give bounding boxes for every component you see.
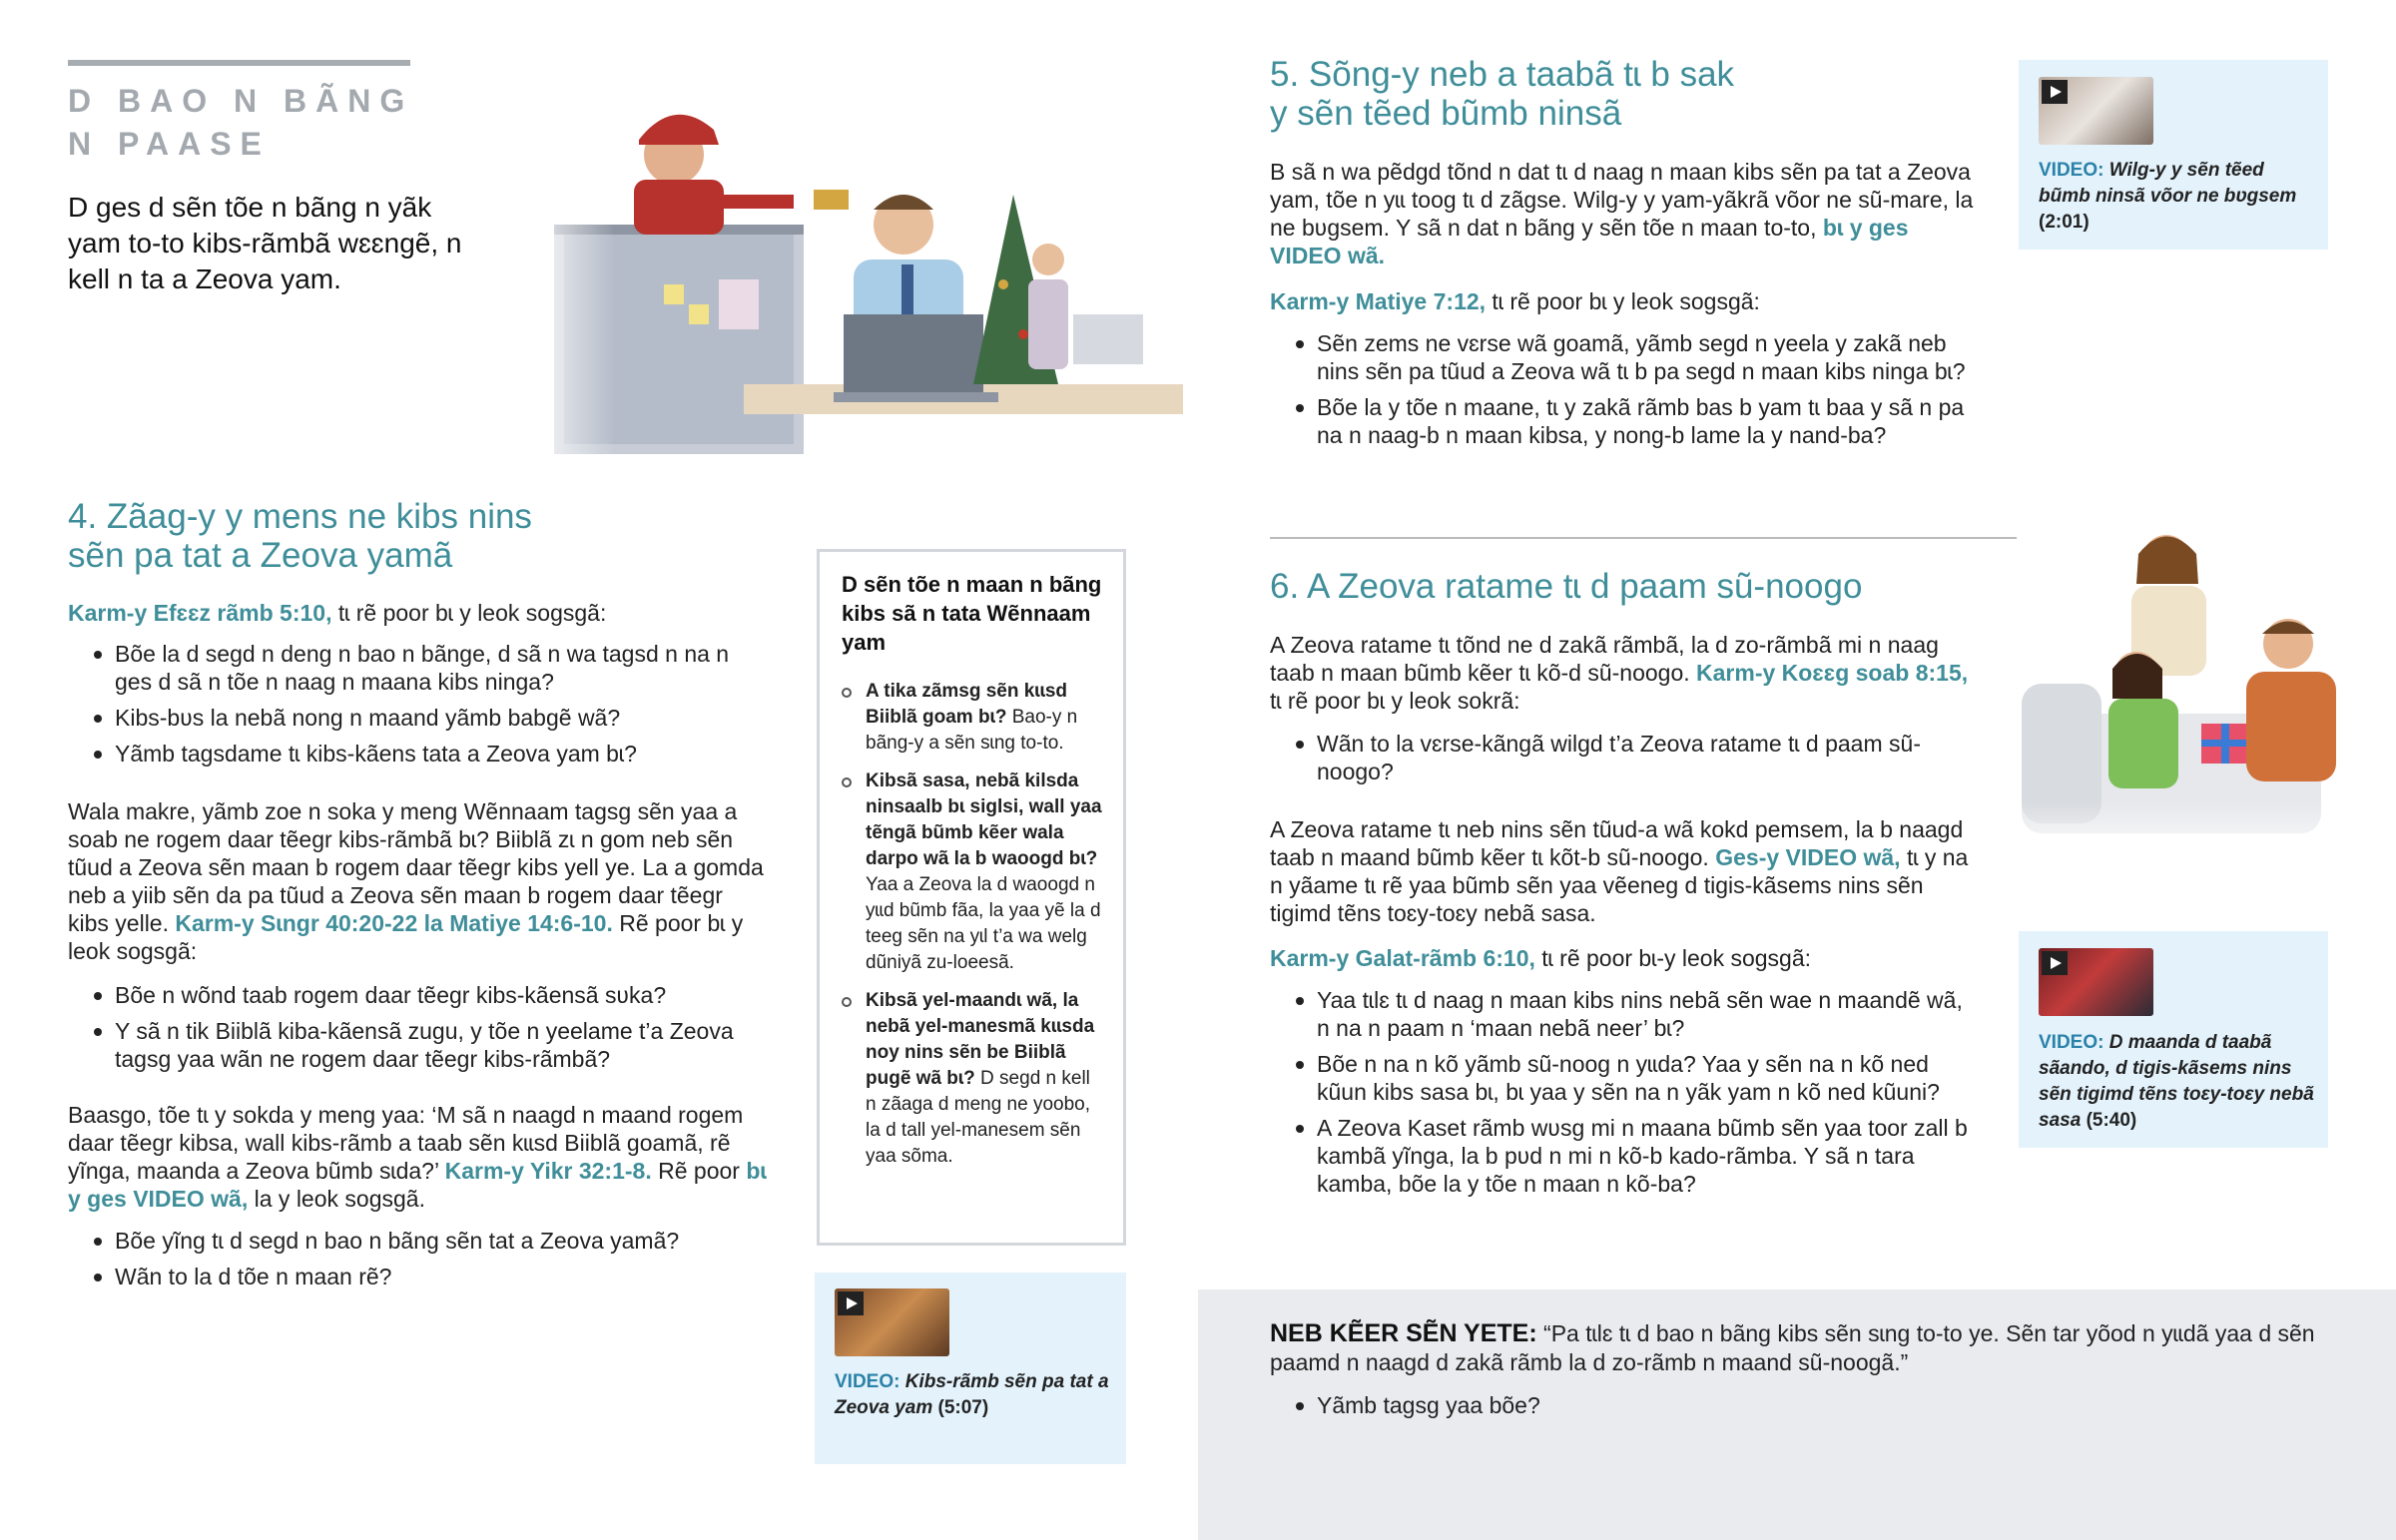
list-item: Yaa tɩlɛ tɩ d naag n maan kibs nins nebã sẽn wae n maandẽ wã, n na n paam n ‘maan nebã neer’ bɩ? bbox=[1270, 986, 1974, 1042]
scripture-link-galat[interactable]: Karm-y Galat-rãmb 6:10, bbox=[1270, 945, 1535, 971]
summary-text bbox=[1270, 1319, 2368, 1377]
section6-read2-rest: tɩ rẽ poor bɩ-y leok sogsgã: bbox=[1534, 945, 1812, 971]
section6-title: 6. A Zeova ratame tɩ d paam sũ-noogo bbox=[1270, 567, 1863, 606]
summary-box bbox=[1198, 1289, 2396, 1540]
section5-read bbox=[1270, 287, 1974, 315]
list-item: Bõe la d segd n deng n bao n bãnge, d sã n wa tagsd n na n ges d sã n tõe n naag n maana kibs ninga? bbox=[68, 640, 767, 696]
section6-para2 bbox=[1270, 815, 1974, 927]
list-item: Bõe n na n kõ yãmb sũ-noog n yɩɩda? Yaa y sẽn na n kõ ned kũun kibs sasa bɩ, bɩ yaa y sẽn na n yãk yam n kõ ned kũuni? bbox=[1270, 1050, 1974, 1106]
family-illustration bbox=[2017, 524, 2336, 871]
summary-bullets bbox=[1270, 1391, 2368, 1427]
section6-para1-text: A Zeova ratame tɩ tõnd ne d zakã rãmbã, la d zo-rãmbã mi n naag taab n maan bũmb kẽer tɩ kõ-d sũ-noogo. bbox=[1270, 632, 1939, 686]
section4-para3-text: Baasgo, tõe tɩ y sokda y meng yaa: ‘M sã n naagd n maand rogem daar tẽegr kibsa, wall kibs-rãmb a taab sẽn kɩɩsd Biiblã goamã, rẽ yĩnga, maanda a Zeova bũmb sɩda?’ bbox=[68, 1102, 744, 1184]
section6-para1 bbox=[1270, 631, 1974, 715]
section4-para2-after: Rẽ poor bɩ y leok sogsgã: bbox=[68, 910, 744, 964]
list-item: Bõe yĩng tɩ d segd n bao n bãng sẽn tat a Zeova yamã? bbox=[68, 1227, 767, 1255]
section4-para3-after: Rẽ poor bbox=[651, 1158, 740, 1184]
list-item: Wãn to la vɛrse-kãngã wilgd t’a Zeova ratame tɩ d paam sũ-noogo? bbox=[1270, 730, 1974, 785]
section6-para2-text: A Zeova ratame tɩ neb nins sẽn tũud-a wã kokd pemsem, la b naagd taab n maand bũmb kẽer tɩ kõt-b sũ-noogo. bbox=[1270, 816, 1964, 870]
section4-para3-end: la y leok sogsgã. bbox=[248, 1186, 425, 1212]
list-item: A Zeova Kaset rãmb wʋsg mi n maana bũmb sẽn yaa toor zall b kambã yĩnga, la b pʋd n mi n kõ-b kado-rãmba. Y sã n tara kamba, bõe la y tõe n maan n kõ-ba? bbox=[1270, 1114, 1974, 1198]
scripture-link-yikr[interactable]: Karm-y Yikr 32:1-8. bbox=[444, 1158, 652, 1184]
section4-para2-text: Wala makre, yãmb zoe n soka y meng Wẽnnaam tagsg sẽn yaa a soab ne rogem daar tẽegr kibs-rãmbã bɩ? Biiblã zɩ n gom neb sẽn tũud a Zeova sẽn maan b rogem daar tẽegr kibs yell ye. La a gomda neb a yiib sẽn da pa tũud a Zeova sẽn maan b rogem daar tẽegr kibs yelle. bbox=[68, 798, 764, 936]
section4-para2 bbox=[68, 797, 767, 965]
section6-read2 bbox=[1270, 944, 1974, 972]
play-icon bbox=[838, 1291, 864, 1315]
play-icon bbox=[2042, 951, 2068, 975]
list-item: Wãn to la d tõe n maan rẽ? bbox=[68, 1263, 767, 1290]
section4-bullets1 bbox=[68, 640, 767, 775]
sidebox-item bbox=[842, 988, 1103, 1170]
section5-para1-text: B sã n wa pẽdgd tõnd n dat tɩ d naag n maan kibs sẽn pa tat a Zeova yam, tõe n yɩɩ toog tɩ d zãgse. Wilg-y y yam-yãkrã võor ne sũ-mare, la ne bʋgsem. Y sã n dat n bãng y sẽn tõe n maan to-to, bbox=[1270, 159, 1974, 241]
scripture-link-singr-matiye[interactable]: Karm-y Sɩngr 40:20-22 la Matiye 14:6-10. bbox=[175, 910, 613, 936]
section4-title-line1: 4. Zãag-y y mens ne kibs nins bbox=[68, 497, 532, 536]
sidebox-item bbox=[842, 679, 1103, 757]
sidebox-title: D sẽn tõe n maan n bãng kibs sã n tata Wẽnnaam yam bbox=[842, 572, 1102, 655]
office-illustration bbox=[514, 85, 1185, 474]
video-link-section5[interactable]: bɩ y ges VIDEO wã. bbox=[1270, 215, 1909, 268]
sidebox-item-bold: A tika zãmsg sẽn kɩɩsd Biiblã goam bɩ? bbox=[866, 681, 1068, 728]
scripture-link-efeez[interactable]: Karm-y Efɛɛz rãmb 5:10, bbox=[68, 600, 332, 626]
section5-bullets bbox=[1270, 329, 1974, 457]
sidebox-item-rest: D segd n kell n zãaga d meng ne yoobo, la d tall yel-manesem sẽn yaa sõma. bbox=[866, 1068, 1091, 1167]
video-caption: VIDEO: Wilg-y y sẽn tẽed bũmb ninsã võor ne bʋgsem (2:01) bbox=[2039, 160, 2297, 233]
list-item: Bõe n wõnd taab rogem daar tẽegr kibs-kãensã sʋka? bbox=[68, 981, 767, 1009]
video-caption: VIDEO: Kibs-rãmb sẽn pa tat a Zeova yam (5:07) bbox=[835, 1371, 1109, 1418]
sidebox-item-rest: Yaa a Zeova la d waoogd n yɩɩd bũmb fãa, la yaa yẽ la d teeg sẽn na yɩl t’a wa welg dũniyã zu-loeesã. bbox=[866, 874, 1101, 973]
sidebox-item-bold: Kibsã sasa, nebã kilsda ninsaalb bɩ siglsi, wall yaa tẽngã bũmb kẽer wala darpo wã la b waoogd bɩ? bbox=[866, 770, 1102, 869]
section6-para1-after: tɩ rẽ poor bɩ y leok sokrã: bbox=[1270, 688, 1520, 714]
section5-title-line2: y sẽn tẽed bũmb ninsã bbox=[1270, 94, 1622, 133]
sidebox-list bbox=[842, 679, 1103, 1170]
video-thumbnail[interactable] bbox=[835, 1288, 949, 1356]
section-divider bbox=[1270, 537, 2110, 539]
list-item: Kibs-bʋs la nebã nong n maand yãmb babgẽ wã? bbox=[68, 704, 767, 732]
section4-bullets3 bbox=[68, 1227, 767, 1298]
list-item: Y sã n tik Biiblã kiba-kãensã zugu, y tõe n yeelame t’a Zeova tagsg yaa wãn ne rogem daar tẽegr kibs-rãmbã? bbox=[68, 1017, 767, 1073]
summary-heading: NEB KẼER SẼN YETE: bbox=[1270, 1319, 1537, 1347]
video-thumbnail[interactable] bbox=[2039, 948, 2153, 1016]
video-thumbnail[interactable] bbox=[2039, 77, 2153, 145]
intro-text: D ges d sẽn tõe n bãng n yãk yam to-to kibs-rãmbã wɛɛngẽ, n kell n ta a Zeova yam. bbox=[68, 192, 462, 294]
section5-title-line1: 5. Sõng-y neb a taabã tɩ b sak bbox=[1270, 55, 1735, 94]
sidebox-item-rest: Bao-y n bãng-y a sẽn sɩng to-to. bbox=[866, 707, 1078, 754]
intro-heading-line2: N PAASE bbox=[68, 126, 271, 162]
list-item: Bõe la y tõe n maane, tɩ y zakã rãmb bas b yam tɩ baa y sã n pa na n naag-b n maan kibsa, y nong-b lame la y nand-ba? bbox=[1270, 393, 1974, 449]
video-link-section6[interactable]: Ges-y VIDEO wã, bbox=[1715, 844, 1901, 870]
intro-rule bbox=[68, 60, 410, 66]
list-item: Sẽn zems ne vɛrse wã goamã, yãmb segd n yeela y zakã neb nins sẽn pa tũud a Zeova wã tɩ b pa segd n maan kibs ninga bɩ? bbox=[1270, 329, 1974, 385]
sidebox-item-bold: Kibsã yel-maandɩ wã, la nebã yel-manesmã kɩɩsda noy nins sẽn be Biiblã pugẽ wã bɩ? bbox=[866, 990, 1095, 1089]
video-link-section4[interactable]: bɩ y ges VIDEO wã, bbox=[68, 1158, 767, 1212]
section4-title-line2: sẽn pa tat a Zeova yamã bbox=[68, 536, 453, 575]
section4-read1 bbox=[68, 599, 767, 627]
list-item: Yãmb tagsdame tɩ kibs-kãens tata a Zeova yam bɩ? bbox=[68, 740, 767, 768]
video-box-mid-right[interactable] bbox=[2019, 931, 2328, 1148]
section4-read1-rest: tɩ rẽ poor bɩ y leok sogsgã: bbox=[331, 600, 607, 626]
video-caption: VIDEO: D maanda d taabã sãando, d tigis-kãsems nins sẽn tigimd tẽns toɛy-toɛy nebã sasa (5:40) bbox=[2039, 1032, 2314, 1131]
scripture-link-matiye[interactable]: Karm-y Matiye 7:12, bbox=[1270, 288, 1487, 314]
section6-bullets2 bbox=[1270, 986, 1974, 1206]
intro-heading bbox=[68, 80, 487, 166]
section5-title bbox=[1270, 55, 1969, 133]
section5-read-rest: tɩ rẽ poor bɩ y leok sogsgã: bbox=[1486, 288, 1760, 314]
section4-bullets2 bbox=[68, 981, 767, 1081]
section6-bullets1 bbox=[1270, 730, 1974, 793]
section6-para2-after: tɩ y na n yãame tɩ rẽ yaa bũmb sẽn yaa vẽeneg d tigis-kãsems nins sẽn tigimd tẽns toɛy-toɛy nebã sasa. bbox=[1270, 844, 1969, 926]
scripture-link-koeeg[interactable]: Karm-y Koɛɛg soab 8:15, bbox=[1696, 660, 1969, 686]
sidebox-item bbox=[842, 769, 1103, 976]
sidebox bbox=[817, 549, 1126, 1246]
list-item: Yãmb tagsg yaa bõe? bbox=[1270, 1391, 2368, 1419]
summary-quote: “Pa tɩlɛ tɩ d bao n bãng kibs sẽn sɩng to-to ye. Sẽn tar yõod n yɩɩdã yaa d sẽn paamd n naagd d zakã rãmb la d zo-rãmb n maand sũ-noogã.” bbox=[1270, 1320, 2315, 1375]
play-icon bbox=[2042, 80, 2068, 104]
section4-title bbox=[68, 497, 767, 575]
video-box-top-right[interactable] bbox=[2019, 60, 2328, 250]
intro-heading-line1: D BAO N BÃNG bbox=[68, 83, 414, 119]
section5-para1 bbox=[1270, 158, 1974, 269]
section4-para3 bbox=[68, 1101, 767, 1213]
video-box-left[interactable] bbox=[815, 1273, 1126, 1464]
